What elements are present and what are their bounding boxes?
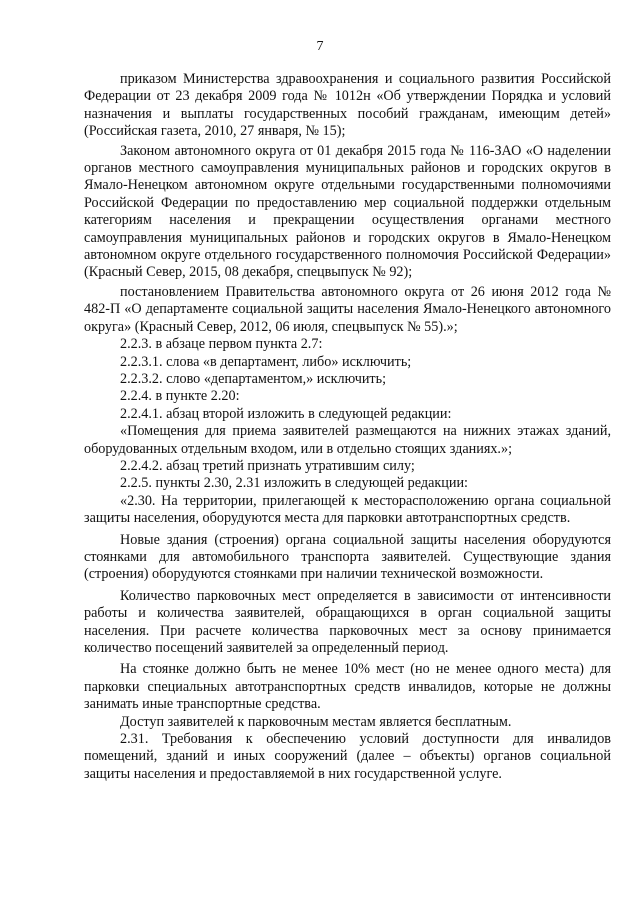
paragraph-new-buildings: Новые здания (строения) органа социальной защиты населения оборудуются стоянками для автомобильного транспорта заявителей. Существующие здания (строения) оборудуются стоянками при наличии технической возможности. (84, 531, 611, 583)
paragraph-premises-quote: «Помещения для приема заявителей размещаются на нижних этажах зданий, оборудованных отдельным входом, или в отдельно стоящих зданиях.»; (84, 423, 611, 457)
page-number: 7 (316, 39, 324, 54)
paragraph-item-2-31: 2.31. Требования к обеспечению условий доступности для инвалидов помещений, зданий и иных сооружений (далее – объекты) органов социальной защиты населения и предоставляемой в них государственной услуге. (84, 731, 611, 782)
paragraph-item-2-2-4-2: 2.2.4.2. абзац третий признать утратившим силу; (120, 457, 415, 474)
paragraph-resolution-government: постановлением Правительства автономного округа от 26 июня 2012 года № 482-П «О департаменте социальной защиты населения Ямало-Ненецкого автономного округа» (Красный Север, 2012, 06 июля, спецвыпуск № 55).»; (84, 283, 611, 335)
paragraph-item-2-2-5: 2.2.5. пункты 2.30, 2.31 изложить в следующей редакции: (120, 475, 468, 492)
paragraph-free-access: Доступ заявителей к парковочным местам является бесплатным. (120, 713, 512, 730)
paragraph-order-ministry: приказом Министерства здравоохранения и социального развития Российской Федерации от 23 декабря 2009 года № 1012н «Об утверждении Порядка и условий назначения и выплаты государственных пособий гражданам, имеющим детей» (Российская газета, 2010, 27 января, № 15); (84, 71, 611, 140)
paragraph-item-2-2-4-1: 2.2.4.1. абзац второй изложить в следующей редакции: (120, 405, 452, 422)
paragraph-parking-count: Количество парковочных мест определяется в зависимости от интенсивности работы и количества заявителей, обращающихся в орган социальной защиты населения. При расчете количества парковочных мест за основу принимается количество посещений заявителей за определенный период. (84, 587, 611, 656)
paragraph-item-2-2-3: 2.2.3. в абзаце первом пункта 2.7: (120, 336, 323, 353)
paragraph-item-2-2-3-1: 2.2.3.1. слова «в департамент, либо» исключить; (120, 353, 412, 370)
paragraph-item-2-30: «2.30. На территории, прилегающей к месторасположению органа социальной защиты населения, оборудуются места для парковки автотранспортных средств. (84, 492, 611, 527)
paragraph-law-okrug: Законом автономного округа от 01 декабря 2015 года № 116-ЗАО «О наделении органов местного самоуправления муниципальных районов и городских округов в Ямало-Ненецком автономном округе отдельными государственными полномочиями Российской Федерации по предоставлению мер социальной поддержки отдельным категориям населения и прекращении осуществления органами местного самоуправления муниципальных районов и городских округов в Ямало-Ненецком автономном округе отдельного государственного полномочия Российской Федерации» (Красный Север, 2015, 08 декабря, спецвыпуск № 92); (84, 142, 611, 281)
document-body (84, 71, 611, 783)
paragraph-item-2-2-4: 2.2.4. в пункте 2.20: (120, 388, 240, 405)
paragraph-item-2-2-3-2: 2.2.3.2. слово «департаментом,» исключить; (120, 370, 387, 387)
paragraph-disabled-parking: На стоянке должно быть не менее 10% мест (но не менее одного места) для парковки специальных автотранспортных средств инвалидов, которые не должны занимать иные транспортные средства. (84, 661, 611, 713)
